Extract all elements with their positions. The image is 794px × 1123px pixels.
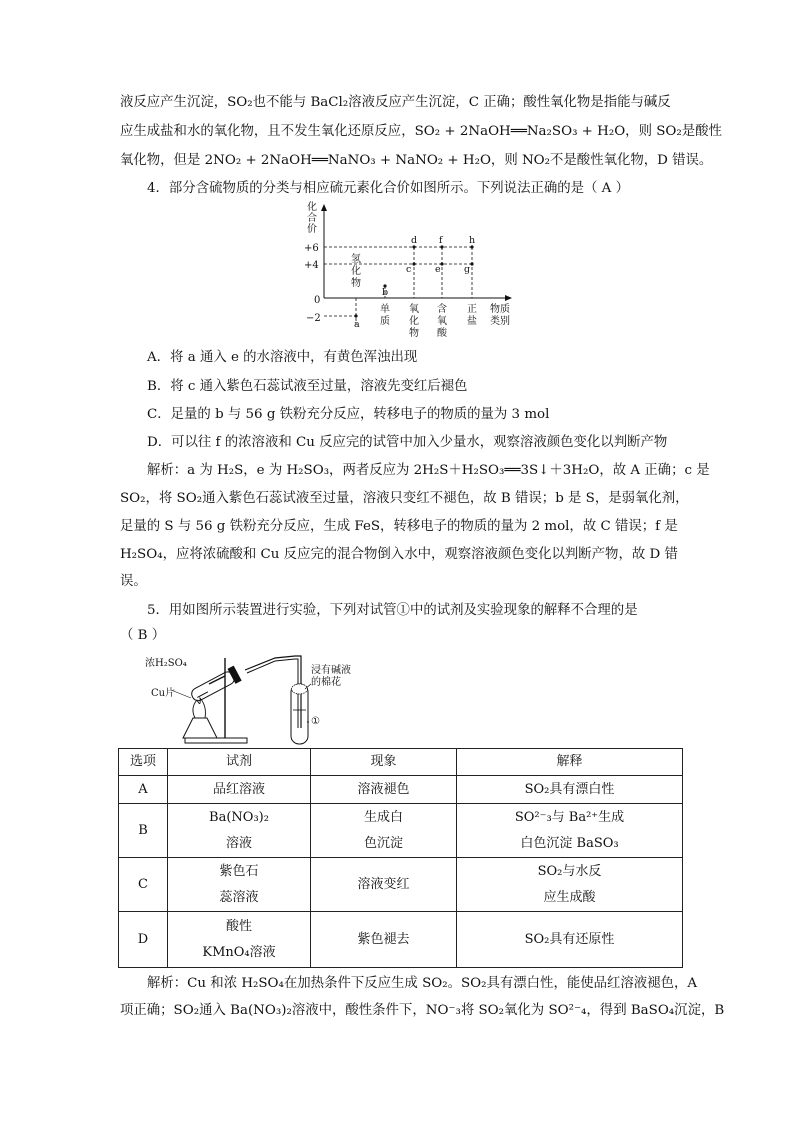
point-d: d <box>411 235 418 246</box>
table-header-row <box>119 749 683 776</box>
point-c: c <box>406 264 412 275</box>
row-c-explanation: SO₂与水反 应生成酸 <box>457 858 683 912</box>
tube-label: ① <box>311 716 320 727</box>
table-row <box>119 912 683 968</box>
table-row <box>119 804 683 858</box>
y-axis-label-2: 合 <box>307 213 317 224</box>
q5-table <box>118 748 683 968</box>
row-c-option: C <box>119 858 168 912</box>
x-axis-label-2: 类别 <box>490 316 510 327</box>
cat-oxyacid-1: 含 <box>437 304 447 315</box>
acid-label: 浓H₂SO₄ <box>145 658 187 669</box>
cat-oxyacid-2: 氧 <box>437 316 447 327</box>
cat-oxide-1: 氧 <box>409 304 419 315</box>
q5-stem-line-2: （ B ） <box>120 628 166 643</box>
prev-analysis-line-1: 液反应产生沉淀，SO₂也不能与 BaCl₂溶液反应产生沉淀，C 正确；酸性氧化物是指能与碱反 <box>120 95 671 110</box>
cat-oxide-2: 化 <box>409 316 419 327</box>
row-d-reagent: 酸性 KMnO₄溶液 <box>168 912 311 968</box>
row-a-explanation: SO₂具有漂白性 <box>457 776 683 804</box>
q4-analysis-line-1: 解析：a 为 H₂S，e 为 H₂SO₃，两者反应为 2H₂S＋H₂SO₃══3S↓＋3H₂O，故 A 正确；c 是 <box>147 463 710 478</box>
q5-stem-line-1: 5．用如图所示装置进行实验，下列对试管①中的试剂及实验现象的解释不合理的是 <box>147 603 638 618</box>
cat-oxide-3: 物 <box>409 328 419 339</box>
header-reagent: 试剂 <box>168 749 311 776</box>
cotton-label-1: 浸有碱液 <box>311 665 351 676</box>
hydride-label-1: 氢 <box>351 254 361 265</box>
q4-option-c: C．足量的 b 与 56 g 铁粉充分反应，转移电子的物质的量为 3 mol <box>147 407 550 422</box>
sulfur-valence-chart <box>300 200 530 350</box>
q4-stem: 4．部分含硫物质的分类与相应硫元素化合价如图所示。下列说法正确的是（ A ） <box>147 181 629 196</box>
header-phenomenon: 现象 <box>311 749 457 776</box>
prev-analysis-line-3: 氧化物，但是 2NO₂ + 2NaOH══NaNO₃ + NaNO₂ + H₂O，则 NO₂不是酸性氧化物，D 错误。 <box>120 153 713 168</box>
y-axis-label-3: 价 <box>307 224 317 235</box>
row-d-explanation: SO₂具有还原性 <box>457 912 683 968</box>
q4-analysis-line-5: 误。 <box>120 574 147 589</box>
q5-analysis-line-2: 项正确；SO₂通入 Ba(NO₃)₂溶液中，酸性条件下，NO⁻₃将 SO₂氧化为 SO²⁻₄，得到 BaSO₄沉淀，B <box>120 1003 725 1018</box>
cat-salt-1: 正 <box>467 304 477 315</box>
tick-minus2: −2 <box>306 313 321 324</box>
tick-plus4: +4 <box>304 260 319 271</box>
point-f: f <box>439 235 443 246</box>
cat-salt-2: 盐 <box>467 316 477 327</box>
row-b-phenomenon: 生成白 色沉淀 <box>311 804 457 858</box>
cu-label: Cu片 <box>151 688 176 699</box>
row-d-option: D <box>119 912 168 968</box>
header-explanation: 解释 <box>457 749 683 776</box>
cotton-label-2: 的棉花 <box>311 677 341 688</box>
row-c-phenomenon: 溶液变红 <box>311 858 457 912</box>
q4-option-b: B．将 c 通入紫色石蕊试液至过量，溶液先变红后褪色 <box>147 379 468 394</box>
hydride-label-2: 化 <box>351 266 361 277</box>
experiment-apparatus <box>135 648 380 746</box>
row-a-phenomenon: 溶液褪色 <box>311 776 457 804</box>
q4-analysis-line-3: 足量的 S 与 56 g 铁粉充分反应，生成 FeS，转移电子的物质的量为 2 mol，故 C 错误；f 是 <box>120 519 678 534</box>
tick-0: 0 <box>314 295 321 306</box>
point-b: b <box>382 287 389 298</box>
row-d-phenomenon: 紫色褪去 <box>311 912 457 968</box>
hydride-label-3: 物 <box>351 278 361 289</box>
cat-oxyacid-3: 酸 <box>437 328 447 339</box>
x-axis-label-1: 物质 <box>490 304 510 315</box>
cat-elemental-2: 质 <box>380 316 390 327</box>
q5-analysis-line-1: 解析：Cu 和浓 H₂SO₄在加热条件下反应生成 SO₂。SO₂具有漂白性，能使品红溶液褪色，A <box>147 976 698 991</box>
row-a-option: A <box>119 776 168 804</box>
q4-analysis-line-2: SO₂，将 SO₂通入紫色石蕊试液至过量，溶液只变红不褪色，故 B 错误；b 是 S，是弱氧化剂， <box>120 491 689 506</box>
header-option: 选项 <box>119 749 168 776</box>
row-b-option: B <box>119 804 168 858</box>
row-b-reagent: Ba(NO₃)₂ 溶液 <box>168 804 311 858</box>
q4-option-a: A．将 a 通入 e 的水溶液中，有黄色浑浊出现 <box>147 350 418 365</box>
point-e: e <box>435 264 441 275</box>
tick-plus6: +6 <box>304 243 319 254</box>
row-b-explanation: SO²⁻₃与 Ba²⁺生成 白色沉淀 BaSO₃ <box>457 804 683 858</box>
row-a-reagent: 品红溶液 <box>168 776 311 804</box>
point-a: a <box>354 319 360 330</box>
point-g: g <box>464 264 471 275</box>
table-row <box>119 858 683 912</box>
table-row <box>119 776 683 804</box>
point-h: h <box>469 235 476 246</box>
prev-analysis-line-2: 应生成盐和水的氧化物，且不发生氧化还原反应，SO₂ + 2NaOH══Na₂SO₃ + H₂O，则 SO₂是酸性 <box>120 124 722 139</box>
q4-analysis-line-4: H₂SO₄，应将浓硫酸和 Cu 反应完的混合物倒入水中，观察溶液颜色变化以判断产物，故 D 错 <box>120 547 678 562</box>
cat-elemental-1: 单 <box>380 304 390 315</box>
y-axis-label-1: 化 <box>307 202 317 213</box>
row-c-reagent: 紫色石 蕊溶液 <box>168 858 311 912</box>
q4-option-d: D．可以往 f 的浓溶液和 Cu 反应完的试管中加入少量水，观察溶液颜色变化以判断产物 <box>147 435 668 450</box>
